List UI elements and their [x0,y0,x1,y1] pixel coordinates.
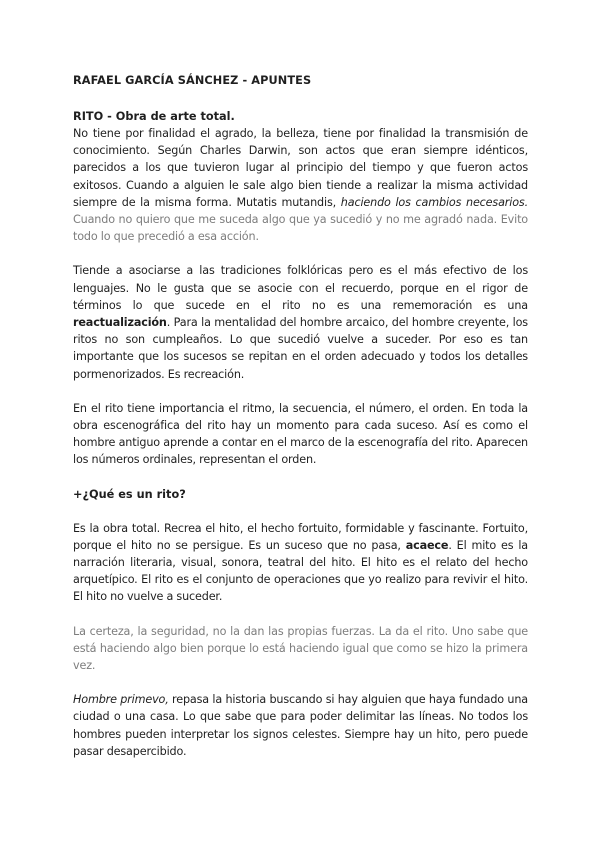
paragraph-2-text-a: Tiende a asociarse a las tradiciones folklóricas pero es el más efectivo de los lenguajes. No le gusta que se asocie con el recuerdo, porque en el rigor de términos lo que sucede en el rito no es una rememoración es una [73,264,528,312]
section-title: RITO - Obra de arte total. [73,110,235,123]
paragraph-5: La certeza, la seguridad, no la dan las propias fuerzas. La da el rito. Uno sabe que está haciendo algo bien porque lo está haciendo igual que como se hizo la primera vez. [73,624,528,673]
paragraph-4 [73,520,528,606]
paragraph-3: En el rito tiene importancia el ritmo, la secuencia, el número, el orden. En toda la obra escenográfica del rito hay un momento para cada suceso. Así es como el hombre antiguo aprende a contar en el marco de la escenografía del rito. Aparecen los números ordinales, representan el orden. [73,401,528,467]
paragraph-6-italic: Hombre primevo, [73,693,169,707]
paragraph-4-text-a: Es la obra total. Recrea el hito, el hecho fortuito, formidable y fascinante. Fortuito, porque el hito no se persigue. Es un suceso que no pasa, [73,521,528,552]
paragraph-1-italic: haciendo los cambios necesarios. [340,195,528,209]
paragraph-4-text-b: . El mito es la narración literaria, visual, sonora, teatral del hito. El hito es el relato del hecho arquetípico. El rito es el conjunto de operaciones que yo realizo para revivir el hito. El hito no vuelve a suceder. [73,538,528,604]
question-heading: +¿Qué es un rito? [73,487,186,501]
paragraph-2 [73,262,528,382]
paragraph-1-text: No tiene por finalidad el agrado, la belleza, tiene por finalidad la transmisión de conocimiento. Según Charles Darwin, son actos que eran siempre idénticos, parecidos a los que tuvieron lugar al principio del tiempo y que fueron actos exitosos. Cuando a alguien le sale algo bien tiende a realizar la misma actividad siempre de la misma forma. Mutatis mutandis, [73,127,528,209]
paragraph-2-bold: reactualización [73,316,167,330]
paragraph-1-gray: Cuando no quiero que me suceda algo que ya sucedió y no me agradó nada. Evito todo lo que precedió a esa acción. [73,213,528,244]
paragraph-4-bold: acaece [405,538,449,552]
paragraph-6 [73,691,528,760]
paragraph-1 [73,125,528,245]
paragraph-2-text-b: . Para la mentalidad del hombre arcaico, del hombre creyente, los ritos no son cumpleaños. Lo que sucedió vuelve a suceder. Por eso es tan importante que los sucesos se repitan en el orden adecuado y todos los detalles pormenorizados. Es recreación. [73,316,528,381]
paragraph-6-text: repasa la historia buscando si hay alguien que haya fundado una ciudad o una casa. Lo que sabe que para poder delimitar las líneas. No todos los hombres pueden interpretar los signos celestes. Siempre hay un hito, pero puede pasar desapercibido. [73,693,528,758]
document-title: RAFAEL GARCÍA SÁNCHEZ - APUNTES [73,74,312,87]
